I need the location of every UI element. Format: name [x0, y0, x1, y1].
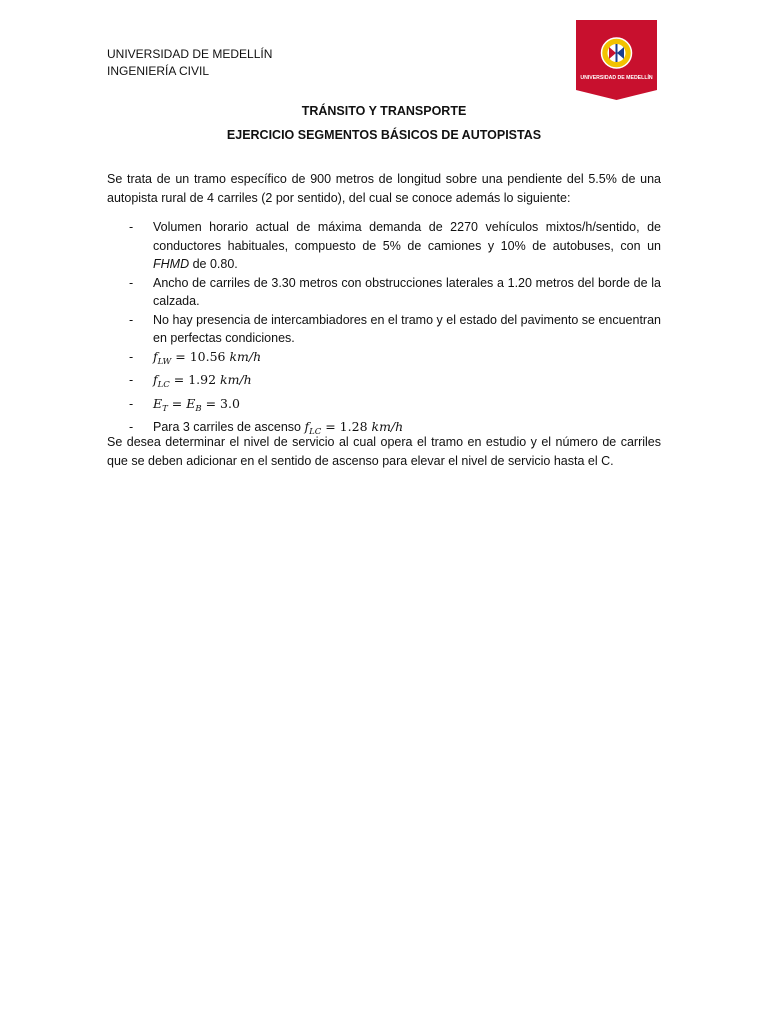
program-name: INGENIERÍA CIVIL — [107, 64, 210, 78]
flc-formula: $f_{LC} = 1.92$ km/h — [153, 372, 252, 390]
list-item-flc — [107, 371, 661, 395]
conditions-list — [107, 218, 661, 442]
exercise-title: EJERCICIO SEGMENTOS BÁSICOS DE AUTOPISTAS — [226, 128, 542, 142]
climb-formula: $f_{LC} = 1.28$ km/h — [304, 419, 404, 437]
volume-end: de 0.80. — [189, 257, 238, 271]
climb-prefix: Para 3 carriles de ascenso — [153, 420, 305, 434]
flw-formula: $f_{LW} = 10.56$ km/h — [153, 348, 262, 367]
list-item-interchanges — [107, 311, 661, 348]
list-item-lanes — [107, 274, 661, 311]
list-dash: - — [129, 373, 134, 387]
title-block — [107, 99, 661, 147]
list-dash: - — [129, 220, 134, 234]
list-item-flw — [107, 348, 661, 372]
intro-paragraph: Se trata de un tramo específico de 900 metros de longitud sobre una pendiente del 5.5% de una autopista rural de 4 carriles (2 por sentido), del cual se conoce además lo siguiente: — [107, 172, 661, 205]
volume-text: Volumen horario actual de máxima demanda de 2270 vehículos mixtos/h/sentido, de conductores habituales, compuesto de 5% de camiones y 10% de autobuses, con un — [153, 220, 661, 253]
document-header — [107, 46, 272, 80]
list-dash: - — [129, 349, 134, 364]
lanes-text: Ancho de carriles de 3.30 metros con obstrucciones laterales a 1.20 metros del borde de la calzada. — [153, 275, 661, 308]
list-dash: - — [129, 275, 134, 290]
list-dash: - — [129, 312, 134, 327]
list-item-volume — [107, 218, 661, 274]
interchanges-text: No hay presencia de intercambiadores en el tramo y el estado del pavimento se encuentran en perfectas condiciones. — [153, 312, 661, 345]
list-dash: - — [129, 420, 134, 434]
et-eb-formula: $E_T = E_B = 3.0$ — [153, 395, 240, 414]
list-item-et-eb — [107, 395, 661, 419]
logo-text: UNIVERSIDAD DE MEDELLÍN — [580, 75, 653, 81]
closing-paragraph: Se desea determinar el nivel de servicio al cual opera el tramo en estudio y el número de carriles que se deben adicionar en el sentido de ascenso para elevar el nivel de servicio hasta el C. — [107, 435, 661, 468]
university-name: UNIVERSIDAD DE MEDELLÍN — [107, 47, 273, 61]
course-title: TRÁNSITO Y TRANSPORTE — [301, 104, 467, 118]
university-logo — [576, 20, 657, 100]
fhmd-term: FHMD — [153, 257, 190, 271]
list-dash: - — [129, 396, 134, 411]
